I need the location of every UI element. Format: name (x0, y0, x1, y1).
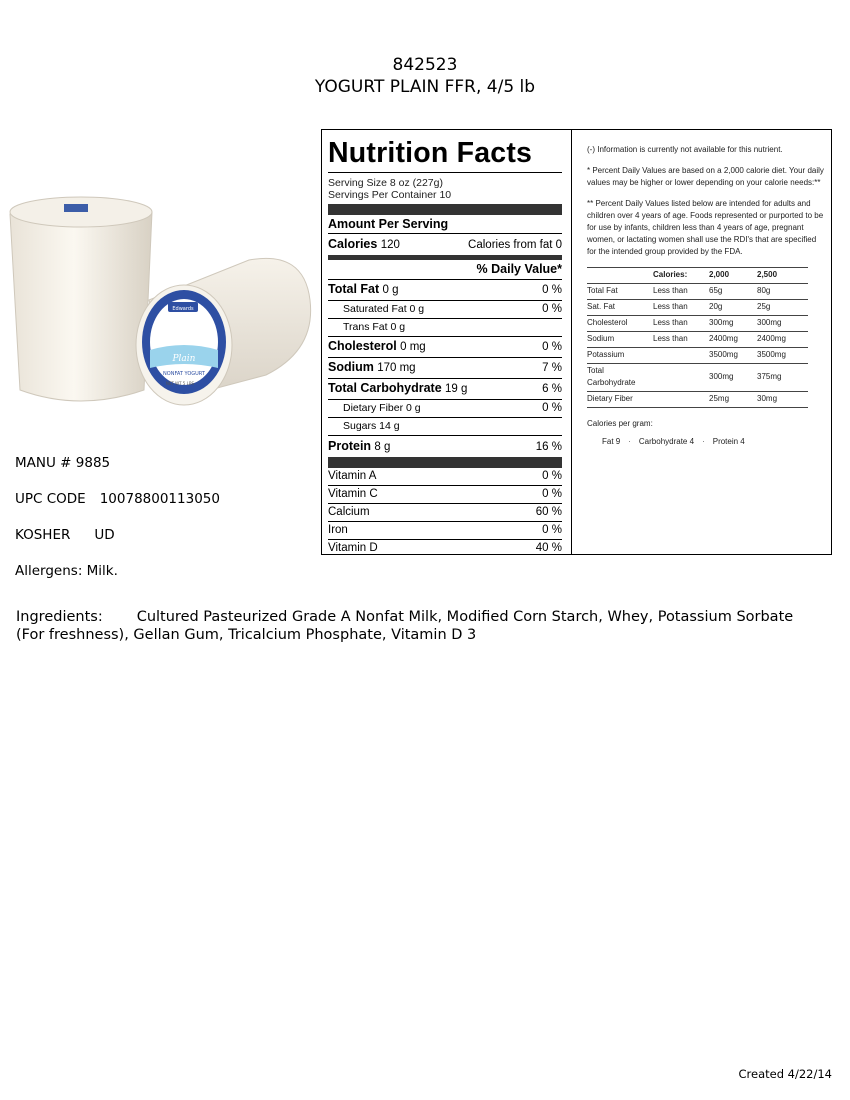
kosher: KOSHER UD (15, 527, 115, 543)
table-row: Total Fat Less than 65g 80g (587, 284, 808, 300)
nutrient-row: Trans Fat 0 g (328, 319, 562, 337)
nutrient-row: Dietary Fiber 0 g 0 % (328, 400, 562, 418)
daily-values-table (587, 267, 808, 408)
note-percent-dv: * Percent Daily Values are based on a 2,000 calorie diet. Your daily values may be higher or lower depending on your calorie needs:** (587, 166, 824, 187)
serving-size: Serving Size 8 oz (227g) (328, 177, 443, 189)
note-unavailable: (-) Information is currently not available for this nutrient. (587, 145, 783, 154)
vitamin-row: Vitamin C 0 % (328, 486, 562, 504)
table-row: Cholesterol Less than 300mg 300mg (587, 316, 808, 332)
nutrition-label (328, 136, 562, 557)
nutrient-row: Saturated Fat 0 g 0 % (328, 301, 562, 319)
nutrient-row: Total Carbohydrate 19 g 6 % (328, 379, 562, 400)
table-row: Potassium 3500mg 3500mg (587, 348, 808, 364)
servings-per-container: Servings Per Container 10 (328, 189, 452, 201)
product-number: 842523 (392, 55, 458, 75)
nutrient-row: Total Fat 0 g 0 % (328, 280, 562, 301)
table-row: Dietary Fiber 25mg 30mg (587, 392, 808, 408)
note-rdi: ** Percent Daily Values listed below are intended for adults and children over 4 years of age. Foods represented or purported to be for use by infants, children less than 4 years of age, pregnant women, or lactating women shall use the RDI's that are specified for the intended group provided by the FDA. (587, 199, 824, 256)
brand-logo (64, 204, 88, 212)
vitamin-row: Vitamin A 0 % (328, 468, 562, 486)
product-name: YOGURT PLAIN FFR, 4/5 lb (314, 77, 536, 97)
nutrient-row: Sodium 170 mg 7 % (328, 358, 562, 379)
daily-value-header: % Daily Value* (328, 260, 562, 280)
ingredients: Ingredients: Cultured Pasteurized Grade A Nonfat Milk, Modified Corn Starch, Whey, Potassium Sorbate (For freshness), Gellan Gum, Tricalcium Phosphate, Vitamin D 3 (16, 609, 794, 643)
product-image (4, 190, 314, 430)
upc-code: UPC CODE 10078800113050 (15, 491, 220, 507)
nutrient-row: Cholesterol 0 mg 0 % (328, 337, 562, 358)
calories-row: Calories 120 Calories from fat 0 (328, 237, 562, 251)
table-row: Sodium Less than 2400mg 2400mg (587, 332, 808, 348)
created-date: Created 4/22/14 (738, 1067, 832, 1081)
svg-text:Edwards: Edwards (172, 306, 194, 312)
nutrient-row: Sugars 14 g (328, 418, 562, 436)
table-header-row: Calories: 2,000 2,500 (587, 268, 808, 284)
nutrition-title: Nutrition Facts (328, 136, 562, 173)
vitamin-row: Calcium 60 % (328, 504, 562, 522)
amount-per-serving: Amount Per Serving (328, 215, 562, 234)
vitamin-row: Iron 0 % (328, 522, 562, 540)
manu-number: MANU # 9885 (15, 455, 111, 471)
nutrition-notes (587, 144, 825, 448)
vitamin-row: Vitamin D 40 % (328, 542, 562, 554)
nutrition-facts-panel (321, 129, 832, 555)
allergens: Allergens: Milk. (15, 563, 118, 579)
nutrient-row: Protein 8 g 16 % (328, 439, 562, 453)
table-row: Sat. Fat Less than 20g 25g (587, 300, 808, 316)
calories-per-gram-label: Calories per gram: (587, 419, 653, 428)
svg-text:NONFAT YOGURT: NONFAT YOGURT (163, 371, 205, 377)
calories-per-gram-values: Fat 9 · Carbohydrate 4 · Protein 4 (602, 437, 745, 446)
table-row: Total Carbohydrate 300mg 375mg (587, 364, 808, 392)
svg-text:Plain: Plain (172, 354, 196, 364)
svg-text:NET WT 5 LBS: NET WT 5 LBS (165, 381, 195, 386)
